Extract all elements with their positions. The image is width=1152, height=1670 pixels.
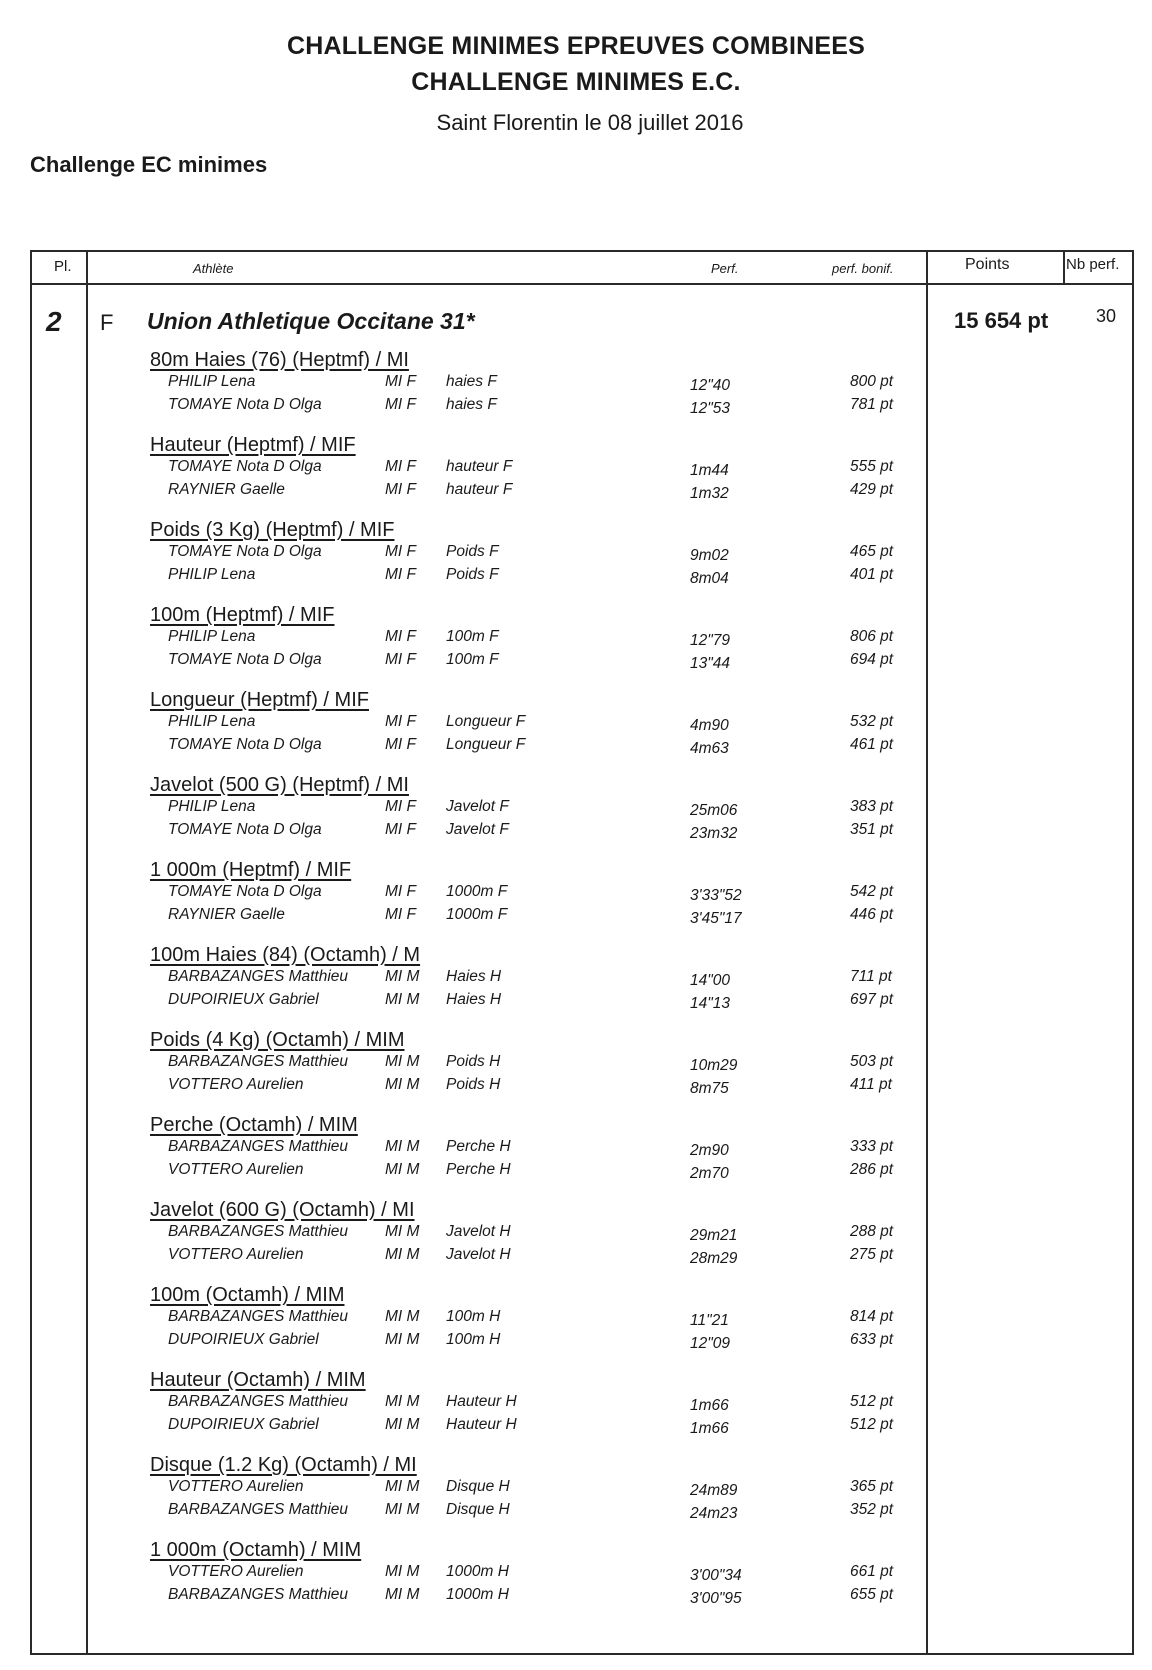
athlete-category: MI M bbox=[385, 1478, 420, 1495]
athlete-points: 411 pt bbox=[850, 1076, 892, 1093]
athlete-category: MI M bbox=[385, 1076, 420, 1093]
athlete-event: Longueur F bbox=[446, 736, 526, 753]
athlete-row bbox=[0, 396, 1152, 418]
event-title: 1 000m (Octamh) / MIM bbox=[150, 1539, 362, 1561]
athlete-name: TOMAYE Nota D Olga bbox=[168, 543, 322, 560]
athlete-row bbox=[0, 543, 1152, 565]
athlete-points: 814 pt bbox=[850, 1308, 894, 1325]
athlete-event: Longueur F bbox=[446, 713, 526, 730]
athlete-perf: 9m02 bbox=[690, 547, 729, 564]
athlete-event: Perche H bbox=[446, 1138, 511, 1155]
athlete-row bbox=[0, 1331, 1152, 1353]
athlete-event: Haies H bbox=[446, 991, 502, 1008]
athlete-row bbox=[0, 821, 1152, 843]
athlete-row bbox=[0, 373, 1152, 395]
athlete-points: 781 pt bbox=[850, 396, 894, 413]
athlete-event: haies F bbox=[446, 396, 497, 413]
athlete-name: TOMAYE Nota D Olga bbox=[168, 396, 322, 413]
athlete-row bbox=[0, 991, 1152, 1013]
column-header-points: Points bbox=[965, 256, 1010, 273]
athlete-perf: 4m90 bbox=[690, 717, 729, 734]
team-place: 2 bbox=[46, 306, 62, 337]
athlete-row bbox=[0, 968, 1152, 990]
athlete-event: hauteur F bbox=[446, 481, 513, 498]
athlete-perf: 8m04 bbox=[690, 570, 729, 587]
athlete-points: 555 pt bbox=[850, 458, 894, 475]
event-block bbox=[0, 774, 1152, 859]
athlete-event: 1000m H bbox=[446, 1563, 509, 1580]
athlete-perf: 2m70 bbox=[690, 1165, 729, 1182]
athlete-event: Javelot H bbox=[446, 1223, 511, 1240]
athlete-points: 333 pt bbox=[850, 1138, 894, 1155]
athlete-category: MI F bbox=[385, 481, 416, 498]
athlete-category: MI F bbox=[385, 373, 416, 390]
athlete-points: 503 pt bbox=[850, 1053, 894, 1070]
athlete-event: Hauteur H bbox=[446, 1393, 517, 1410]
athlete-row bbox=[0, 1076, 1152, 1098]
column-header-perf: Perf. bbox=[711, 261, 739, 276]
athlete-perf: 1m32 bbox=[690, 485, 729, 502]
event-title: 100m Haies (84) (Octamh) / M bbox=[150, 944, 421, 966]
athlete-category: MI M bbox=[385, 1246, 420, 1263]
column-header-perf-bonif: perf. bonif. bbox=[832, 261, 894, 276]
athlete-category: MI M bbox=[385, 1161, 420, 1178]
athlete-name: BARBAZANGES Matthieu bbox=[168, 1501, 349, 1518]
athlete-perf: 3'00"95 bbox=[690, 1590, 742, 1607]
section-title: Challenge EC minimes bbox=[30, 152, 268, 177]
athlete-category: MI M bbox=[385, 1223, 420, 1240]
athlete-name: PHILIP Lena bbox=[168, 628, 256, 645]
event-block bbox=[0, 1454, 1152, 1539]
athlete-row bbox=[0, 883, 1152, 905]
athlete-perf: 25m06 bbox=[690, 802, 738, 819]
athlete-points: 806 pt bbox=[850, 628, 894, 645]
athlete-points: 694 pt bbox=[850, 651, 894, 668]
athlete-points: 512 pt bbox=[850, 1393, 894, 1410]
event-title: 100m (Heptmf) / MIF bbox=[150, 604, 335, 626]
athlete-row bbox=[0, 1478, 1152, 1500]
athlete-name: BARBAZANGES Matthieu bbox=[168, 1223, 349, 1240]
column-divider bbox=[1063, 250, 1065, 284]
athlete-perf: 12"79 bbox=[690, 632, 730, 649]
athlete-event: Poids H bbox=[446, 1053, 501, 1070]
athlete-name: VOTTERO Aurelien bbox=[168, 1478, 304, 1495]
athlete-category: MI F bbox=[385, 628, 416, 645]
athlete-event: Perche H bbox=[446, 1161, 511, 1178]
athlete-perf: 1m44 bbox=[690, 462, 729, 479]
athlete-perf: 10m29 bbox=[690, 1057, 738, 1074]
athlete-row bbox=[0, 1416, 1152, 1438]
athlete-perf: 3'00"34 bbox=[690, 1567, 742, 1584]
athlete-event: Disque H bbox=[446, 1501, 510, 1518]
athlete-points: 633 pt bbox=[850, 1331, 894, 1348]
athlete-row bbox=[0, 1223, 1152, 1245]
athlete-event: Poids F bbox=[446, 566, 499, 583]
event-block bbox=[0, 1284, 1152, 1369]
athlete-name: PHILIP Lena bbox=[168, 798, 256, 815]
event-title: Javelot (500 G) (Heptmf) / MI bbox=[150, 774, 409, 796]
athlete-event: Javelot H bbox=[446, 1246, 511, 1263]
event-title: Perche (Octamh) / MIM bbox=[150, 1114, 358, 1136]
event-title: Javelot (600 G) (Octamh) / MI bbox=[150, 1199, 415, 1221]
athlete-name: DUPOIRIEUX Gabriel bbox=[168, 1331, 319, 1348]
athlete-name: RAYNIER Gaelle bbox=[168, 481, 285, 498]
athlete-row bbox=[0, 798, 1152, 820]
athlete-event: 100m H bbox=[446, 1308, 501, 1325]
event-title: Longueur (Heptmf) / MIF bbox=[150, 689, 369, 711]
athlete-name: BARBAZANGES Matthieu bbox=[168, 1586, 349, 1603]
athlete-row bbox=[0, 1308, 1152, 1330]
event-block bbox=[0, 859, 1152, 944]
athlete-name: VOTTERO Aurelien bbox=[168, 1161, 304, 1178]
athlete-row bbox=[0, 458, 1152, 480]
location-date: Saint Florentin le 08 juillet 2016 bbox=[436, 110, 744, 135]
athlete-perf: 23m32 bbox=[690, 825, 738, 842]
event-title: 1 000m (Heptmf) / MIF bbox=[150, 859, 352, 881]
athlete-points: 286 pt bbox=[850, 1161, 894, 1178]
event-block bbox=[0, 1539, 1152, 1624]
event-block bbox=[0, 944, 1152, 1029]
event-title: 80m Haies (76) (Heptmf) / MI bbox=[150, 349, 409, 371]
athlete-perf: 2m90 bbox=[690, 1142, 729, 1159]
event-block bbox=[0, 1029, 1152, 1114]
athlete-category: MI M bbox=[385, 1138, 420, 1155]
athlete-event: haies F bbox=[446, 373, 497, 390]
athlete-perf: 11"21 bbox=[690, 1312, 729, 1329]
event-block bbox=[0, 1114, 1152, 1199]
athlete-category: MI M bbox=[385, 1563, 420, 1580]
athlete-perf: 29m21 bbox=[690, 1227, 738, 1244]
header-divider bbox=[30, 283, 1134, 285]
athlete-category: MI M bbox=[385, 1308, 420, 1325]
athlete-points: 800 pt bbox=[850, 373, 894, 390]
athlete-perf: 24m89 bbox=[690, 1482, 738, 1499]
athlete-points: 275 pt bbox=[850, 1246, 894, 1263]
athlete-row bbox=[0, 736, 1152, 758]
athlete-event: Poids H bbox=[446, 1076, 501, 1093]
athlete-name: VOTTERO Aurelien bbox=[168, 1246, 304, 1263]
athlete-points: 446 pt bbox=[850, 906, 894, 923]
column-header-athlete: Athlète bbox=[193, 261, 234, 276]
athlete-perf: 4m63 bbox=[690, 740, 729, 757]
athlete-category: MI F bbox=[385, 736, 416, 753]
athlete-row bbox=[0, 1246, 1152, 1268]
athlete-name: RAYNIER Gaelle bbox=[168, 906, 285, 923]
document-title: CHALLENGE MINIMES EPREUVES COMBINEES bbox=[286, 32, 866, 60]
athlete-points: 661 pt bbox=[850, 1563, 894, 1580]
athlete-category: MI F bbox=[385, 458, 416, 475]
athlete-event: Poids F bbox=[446, 543, 499, 560]
athlete-name: TOMAYE Nota D Olga bbox=[168, 821, 322, 838]
athlete-points: 711 pt bbox=[850, 968, 892, 985]
athlete-category: MI M bbox=[385, 1586, 420, 1603]
athlete-event: 1000m H bbox=[446, 1586, 509, 1603]
athlete-category: MI F bbox=[385, 396, 416, 413]
athlete-points: 351 pt bbox=[850, 821, 894, 838]
event-block bbox=[0, 689, 1152, 774]
athlete-perf: 13"44 bbox=[690, 655, 730, 672]
athlete-perf: 1m66 bbox=[690, 1397, 729, 1414]
athlete-name: VOTTERO Aurelien bbox=[168, 1076, 304, 1093]
event-title: Hauteur (Octamh) / MIM bbox=[150, 1369, 366, 1391]
event-title: Poids (4 Kg) (Octamh) / MIM bbox=[150, 1029, 405, 1051]
athlete-row bbox=[0, 481, 1152, 503]
athlete-points: 465 pt bbox=[850, 543, 894, 560]
event-block bbox=[0, 519, 1152, 604]
athlete-name: TOMAYE Nota D Olga bbox=[168, 458, 322, 475]
athlete-row bbox=[0, 1563, 1152, 1585]
team-nb-perf: 30 bbox=[1096, 306, 1117, 326]
athlete-event: 100m F bbox=[446, 628, 499, 645]
athlete-category: MI M bbox=[385, 1416, 420, 1433]
athlete-points: 429 pt bbox=[850, 481, 894, 498]
athlete-row bbox=[0, 1501, 1152, 1523]
athlete-category: MI M bbox=[385, 1331, 420, 1348]
athlete-row bbox=[0, 1161, 1152, 1183]
athlete-points: 532 pt bbox=[850, 713, 894, 730]
event-title: Hauteur (Heptmf) / MIF bbox=[150, 434, 356, 456]
athlete-points: 352 pt bbox=[850, 1501, 894, 1518]
athlete-name: TOMAYE Nota D Olga bbox=[168, 736, 322, 753]
athlete-perf: 1m66 bbox=[690, 1420, 729, 1437]
athlete-perf: 24m23 bbox=[690, 1505, 738, 1522]
athlete-category: MI F bbox=[385, 883, 416, 900]
event-title: Disque (1.2 Kg) (Octamh) / MI bbox=[150, 1454, 417, 1476]
athlete-row bbox=[0, 651, 1152, 673]
athlete-points: 461 pt bbox=[850, 736, 894, 753]
athlete-perf: 3'45"17 bbox=[690, 910, 742, 927]
athlete-perf: 8m75 bbox=[690, 1080, 729, 1097]
athlete-name: PHILIP Lena bbox=[168, 713, 256, 730]
athlete-points: 697 pt bbox=[850, 991, 894, 1008]
event-block bbox=[0, 1199, 1152, 1284]
athlete-event: 1000m F bbox=[446, 906, 508, 923]
athlete-category: MI F bbox=[385, 543, 416, 560]
athlete-points: 288 pt bbox=[850, 1223, 894, 1240]
athlete-points: 401 pt bbox=[850, 566, 894, 583]
column-header-nb-perf: Nb perf. bbox=[1066, 256, 1120, 273]
athlete-points: 365 pt bbox=[850, 1478, 894, 1495]
athlete-event: Javelot F bbox=[446, 798, 509, 815]
athlete-name: BARBAZANGES Matthieu bbox=[168, 1053, 349, 1070]
athlete-category: MI F bbox=[385, 906, 416, 923]
athlete-category: MI M bbox=[385, 1053, 420, 1070]
athlete-name: DUPOIRIEUX Gabriel bbox=[168, 991, 319, 1008]
event-title: 100m (Octamh) / MIM bbox=[150, 1284, 345, 1306]
athlete-row bbox=[0, 1586, 1152, 1608]
event-block bbox=[0, 604, 1152, 689]
athlete-event: 1000m F bbox=[446, 883, 508, 900]
athlete-event: hauteur F bbox=[446, 458, 513, 475]
athlete-points: 655 pt bbox=[850, 1586, 894, 1603]
column-header-place: Pl. bbox=[54, 258, 72, 275]
team-sex: F bbox=[100, 310, 114, 335]
athlete-event: 100m H bbox=[446, 1331, 501, 1348]
athlete-name: BARBAZANGES Matthieu bbox=[168, 1393, 349, 1410]
athlete-perf: 3'33"52 bbox=[690, 887, 742, 904]
athlete-event: 100m F bbox=[446, 651, 499, 668]
athlete-row bbox=[0, 628, 1152, 650]
document-subtitle-title: CHALLENGE MINIMES E.C. bbox=[411, 68, 741, 96]
athlete-category: MI M bbox=[385, 1501, 420, 1518]
athlete-row bbox=[0, 566, 1152, 588]
athlete-perf: 12"40 bbox=[690, 377, 730, 394]
event-title: Poids (3 Kg) (Heptmf) / MIF bbox=[150, 519, 395, 541]
athlete-category: MI M bbox=[385, 968, 420, 985]
athlete-name: PHILIP Lena bbox=[168, 373, 256, 390]
athlete-perf: 12"09 bbox=[690, 1335, 730, 1352]
athlete-perf: 28m29 bbox=[690, 1250, 738, 1267]
athlete-points: 542 pt bbox=[850, 883, 894, 900]
athlete-category: MI F bbox=[385, 566, 416, 583]
athlete-category: MI F bbox=[385, 798, 416, 815]
athlete-points: 512 pt bbox=[850, 1416, 894, 1433]
athlete-perf: 14"13 bbox=[690, 995, 730, 1012]
athlete-event: Haies H bbox=[446, 968, 502, 985]
event-block bbox=[0, 434, 1152, 519]
athlete-category: MI M bbox=[385, 991, 420, 1008]
athlete-perf: 14"00 bbox=[690, 972, 730, 989]
athlete-row bbox=[0, 906, 1152, 928]
athlete-name: TOMAYE Nota D Olga bbox=[168, 883, 322, 900]
athlete-name: VOTTERO Aurelien bbox=[168, 1563, 304, 1580]
event-block bbox=[0, 349, 1152, 434]
athlete-event: Hauteur H bbox=[446, 1416, 517, 1433]
athlete-name: BARBAZANGES Matthieu bbox=[168, 1138, 349, 1155]
athlete-name: TOMAYE Nota D Olga bbox=[168, 651, 322, 668]
athlete-name: PHILIP Lena bbox=[168, 566, 256, 583]
athlete-row bbox=[0, 1138, 1152, 1160]
athlete-perf: 12"53 bbox=[690, 400, 730, 417]
athlete-category: MI F bbox=[385, 651, 416, 668]
team-name: Union Athletique Occitane 31* bbox=[147, 308, 475, 334]
athlete-name: BARBAZANGES Matthieu bbox=[168, 1308, 349, 1325]
athlete-event: Disque H bbox=[446, 1478, 510, 1495]
athlete-event: Javelot F bbox=[446, 821, 509, 838]
athlete-row bbox=[0, 1053, 1152, 1075]
athlete-name: BARBAZANGES Matthieu bbox=[168, 968, 349, 985]
athlete-points: 383 pt bbox=[850, 798, 894, 815]
athlete-category: MI F bbox=[385, 713, 416, 730]
events-list bbox=[0, 349, 1152, 1624]
event-block bbox=[0, 1369, 1152, 1454]
athlete-row bbox=[0, 1393, 1152, 1415]
athlete-name: DUPOIRIEUX Gabriel bbox=[168, 1416, 319, 1433]
team-total-points: 15 654 pt bbox=[954, 308, 1049, 333]
athlete-row bbox=[0, 713, 1152, 735]
athlete-category: MI F bbox=[385, 821, 416, 838]
athlete-category: MI M bbox=[385, 1393, 420, 1410]
